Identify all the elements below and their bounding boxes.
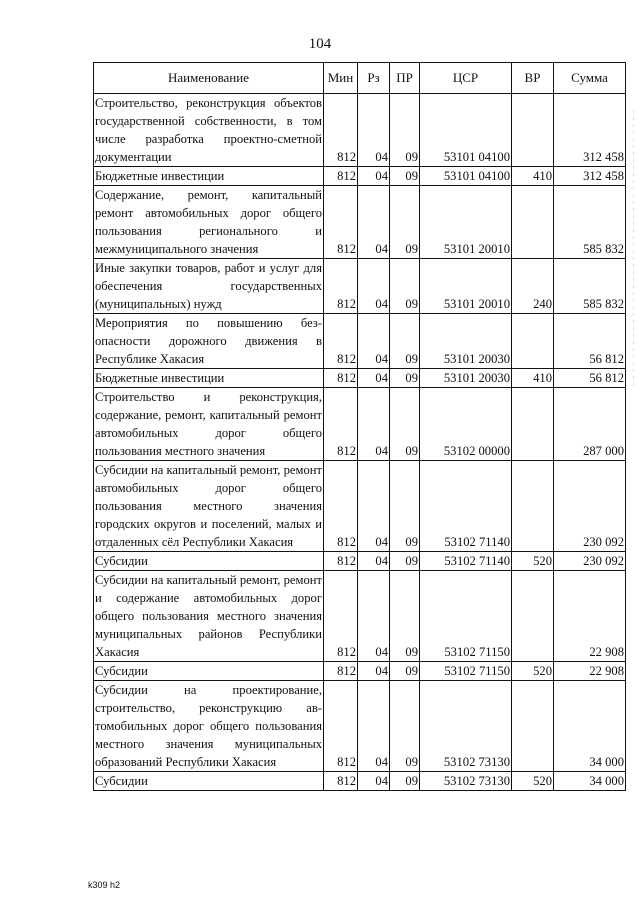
cell-min: 812	[324, 186, 358, 259]
cell-pr: 09	[390, 314, 420, 369]
cell-pr: 09	[390, 388, 420, 461]
cell-vr	[512, 94, 554, 167]
cell-min: 812	[324, 314, 358, 369]
cell-sum: 22 908	[554, 571, 626, 662]
header-csr: ЦСР	[420, 63, 512, 94]
cell-name: Строительство и реконструкция, содержание, ремонт, капитальный ремонт автомобильных дорог общего пользования местного значения	[94, 388, 324, 461]
cell-sum: 56 812	[554, 314, 626, 369]
cell-vr: 520	[512, 662, 554, 681]
cell-csr: 53102 71140	[420, 552, 512, 571]
cell-sum: 585 832	[554, 186, 626, 259]
table-row	[94, 167, 626, 186]
cell-pr: 09	[390, 662, 420, 681]
cell-csr: 53101 04100	[420, 167, 512, 186]
cell-sum: 312 458	[554, 94, 626, 167]
cell-csr: 53101 20010	[420, 186, 512, 259]
table-row	[94, 461, 626, 552]
header-min: Мин	[324, 63, 358, 94]
table-row	[94, 259, 626, 314]
table-row	[94, 314, 626, 369]
cell-rz: 04	[358, 461, 390, 552]
margin-mark	[633, 110, 634, 390]
cell-name: Строительство, реконструкция объектов государственной собственности, в том числе разработка проектно-сметной документации	[94, 94, 324, 167]
table-row	[94, 369, 626, 388]
table-row	[94, 681, 626, 772]
cell-vr: 520	[512, 552, 554, 571]
cell-name: Бюджетные инвестиции	[94, 369, 324, 388]
cell-rz: 04	[358, 681, 390, 772]
cell-pr: 09	[390, 94, 420, 167]
cell-min: 812	[324, 461, 358, 552]
header-name: Наименование	[94, 63, 324, 94]
cell-name: Бюджетные инвестиции	[94, 167, 324, 186]
cell-sum: 230 092	[554, 461, 626, 552]
cell-pr: 09	[390, 461, 420, 552]
header-pr: ПР	[390, 63, 420, 94]
cell-pr: 09	[390, 681, 420, 772]
cell-vr	[512, 388, 554, 461]
cell-csr: 53102 71140	[420, 461, 512, 552]
cell-rz: 04	[358, 167, 390, 186]
cell-sum: 56 812	[554, 369, 626, 388]
cell-vr	[512, 314, 554, 369]
cell-name: Иные закупки товаров, работ и услуг для обеспечения государственных (муниципальных) нужд	[94, 259, 324, 314]
table-row	[94, 94, 626, 167]
cell-sum: 22 908	[554, 662, 626, 681]
cell-sum: 287 000	[554, 388, 626, 461]
cell-sum: 34 000	[554, 772, 626, 791]
cell-csr: 53101 20030	[420, 369, 512, 388]
cell-min: 812	[324, 369, 358, 388]
cell-rz: 04	[358, 259, 390, 314]
cell-csr: 53102 71150	[420, 662, 512, 681]
header-sum: Сумма	[554, 63, 626, 94]
cell-rz: 04	[358, 552, 390, 571]
cell-pr: 09	[390, 552, 420, 571]
budget-table	[93, 62, 626, 791]
cell-name: Субсидии	[94, 552, 324, 571]
cell-vr: 240	[512, 259, 554, 314]
cell-min: 812	[324, 259, 358, 314]
table-header-row	[94, 63, 626, 94]
cell-rz: 04	[358, 94, 390, 167]
cell-min: 812	[324, 94, 358, 167]
cell-vr	[512, 571, 554, 662]
cell-min: 812	[324, 571, 358, 662]
cell-min: 812	[324, 681, 358, 772]
cell-min: 812	[324, 388, 358, 461]
cell-rz: 04	[358, 772, 390, 791]
table-row	[94, 388, 626, 461]
cell-pr: 09	[390, 571, 420, 662]
cell-name: Субсидии на проектирование, строительство, реконструкцию автомобильных дорог общего пользования местного значения муниципальных образований Республики Хакасия	[94, 681, 324, 772]
cell-rz: 04	[358, 186, 390, 259]
cell-rz: 04	[358, 662, 390, 681]
cell-name: Субсидии на капитальный ремонт, ремонт и содержание автомобильных дорог общего пользования местного значения муниципальных районов Республики Хакасия	[94, 571, 324, 662]
cell-vr	[512, 461, 554, 552]
cell-csr: 53101 04100	[420, 94, 512, 167]
page-number: 104	[308, 36, 332, 52]
cell-sum: 230 092	[554, 552, 626, 571]
cell-csr: 53102 73130	[420, 681, 512, 772]
cell-csr: 53101 20030	[420, 314, 512, 369]
cell-pr: 09	[390, 167, 420, 186]
cell-name: Субсидии	[94, 772, 324, 791]
table-row	[94, 662, 626, 681]
cell-vr: 410	[512, 167, 554, 186]
footer-code: k309 h2	[88, 880, 121, 890]
cell-name: Субсидии	[94, 662, 324, 681]
cell-vr: 410	[512, 369, 554, 388]
cell-name: Субсидии на капитальный ремонт, ремонт автомобильных дорог общего пользования местного значения городских округов и поселений, малых и отдаленных сёл Республики Хакасия	[94, 461, 324, 552]
cell-csr: 53102 73130	[420, 772, 512, 791]
cell-pr: 09	[390, 369, 420, 388]
cell-rz: 04	[358, 314, 390, 369]
cell-sum: 585 832	[554, 259, 626, 314]
header-vr: ВР	[512, 63, 554, 94]
cell-vr: 520	[512, 772, 554, 791]
cell-pr: 09	[390, 772, 420, 791]
table-row	[94, 772, 626, 791]
cell-name: Содержание, ремонт, капитальный ремонт автомобильных дорог общего пользования регионального и межмуниципального значения	[94, 186, 324, 259]
table-row	[94, 552, 626, 571]
table-row	[94, 186, 626, 259]
cell-min: 812	[324, 662, 358, 681]
cell-min: 812	[324, 552, 358, 571]
cell-csr: 53102 71150	[420, 571, 512, 662]
header-rz: Рз	[358, 63, 390, 94]
cell-sum: 34 000	[554, 681, 626, 772]
cell-rz: 04	[358, 571, 390, 662]
cell-min: 812	[324, 167, 358, 186]
cell-vr	[512, 186, 554, 259]
table-row	[94, 571, 626, 662]
cell-pr: 09	[390, 186, 420, 259]
cell-sum: 312 458	[554, 167, 626, 186]
cell-min: 812	[324, 772, 358, 791]
cell-csr: 53102 00000	[420, 388, 512, 461]
cell-csr: 53101 20010	[420, 259, 512, 314]
cell-vr	[512, 681, 554, 772]
cell-rz: 04	[358, 369, 390, 388]
cell-rz: 04	[358, 388, 390, 461]
cell-name: Мероприятия по повышению безопасности дорожного движения в Республике Хакасия	[94, 314, 324, 369]
cell-pr: 09	[390, 259, 420, 314]
